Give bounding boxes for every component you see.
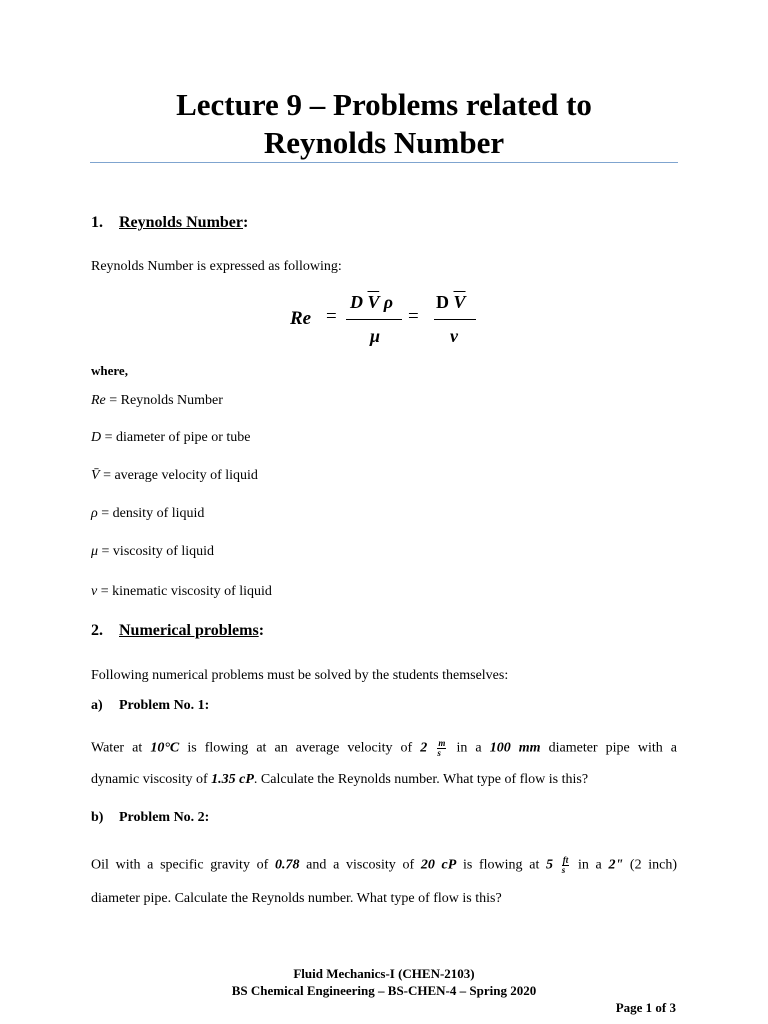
definition-mu: μ = viscosity of liquid — [91, 544, 215, 559]
definition-nu: ν = kinematic viscosity of liquid — [91, 584, 272, 599]
problem2-line2: diameter pipe. Calculate the Reynolds number. What type of flow is this? — [91, 891, 502, 906]
definition-d: D = diameter of pipe or tube — [91, 430, 251, 445]
fraction1-bar — [346, 319, 402, 320]
problem1-line1: Water at 10°C is flowing at an average velocity of 2 $\frac{m}{s}$ in a 100 mm diameter pipe with a — [91, 738, 677, 758]
equals-sign: = — [326, 306, 337, 327]
section-title: Reynolds Number — [119, 214, 244, 231]
page-number: Page 1 of 3 — [615, 1000, 676, 1015]
footer-program: BS Chemical Engineering – BS-CHEN-4 – Spring 2020 — [231, 983, 537, 998]
page-title — [90, 86, 678, 162]
title-line-1: Lecture 9 – Problems related to — [176, 87, 592, 122]
problem1-heading: a) Problem No. 1: — [91, 698, 210, 713]
problem2-line1: Oil with a specific gravity of 0.78 and a viscosity of 20 cP is flowing at 5 $\frac{ft}{s}$ in a 2" (2 inch) — [91, 855, 678, 875]
where-label: where, — [91, 363, 128, 378]
title-line-2: Reynolds Number — [263, 125, 505, 160]
fraction2-numerator: D $\overline{V}$ — [436, 292, 466, 312]
equals-sign-2: = — [408, 306, 419, 327]
instructions-text: Following numerical problems must be solved by the students themselves: — [91, 668, 509, 683]
section-heading-numerical: 2. Numerical problems: — [91, 622, 265, 639]
velocity-unit-fraction: $\frac{ft}{s}$ — [561, 855, 569, 875]
fraction2-denominator: ν — [450, 326, 458, 346]
section-title: Numerical problems — [119, 622, 259, 639]
definition-rho: ρ = density of liquid — [91, 506, 205, 521]
fraction1-numerator: D $\overline{V}$ ρ — [350, 292, 393, 312]
definition-re: Re = Reynolds Number — [91, 393, 223, 408]
footer-course: Fluid Mechanics-I (CHEN-2103) — [293, 966, 475, 981]
section-heading-reynolds: 1. Reynolds Number: — [91, 214, 249, 231]
equation-lhs: Re — [290, 308, 312, 329]
fraction1-denominator: μ — [370, 326, 381, 346]
title-divider — [90, 162, 678, 163]
velocity-unit-fraction: $\frac{m}{s}$ — [437, 738, 446, 758]
problem1-line2: dynamic viscosity of 1.35 cP. Calculate the Reynolds number. What type of flow is this? — [91, 772, 589, 787]
fraction2-bar — [434, 319, 476, 320]
reynolds-equation — [290, 290, 480, 350]
section-number: 2. — [91, 622, 103, 639]
definition-v: V̄ = average velocity of liquid — [91, 468, 258, 483]
intro-text: Reynolds Number is expressed as following: — [91, 259, 342, 274]
section-number: 1. — [91, 214, 103, 231]
problem2-heading: b) Problem No. 2: — [91, 810, 210, 825]
